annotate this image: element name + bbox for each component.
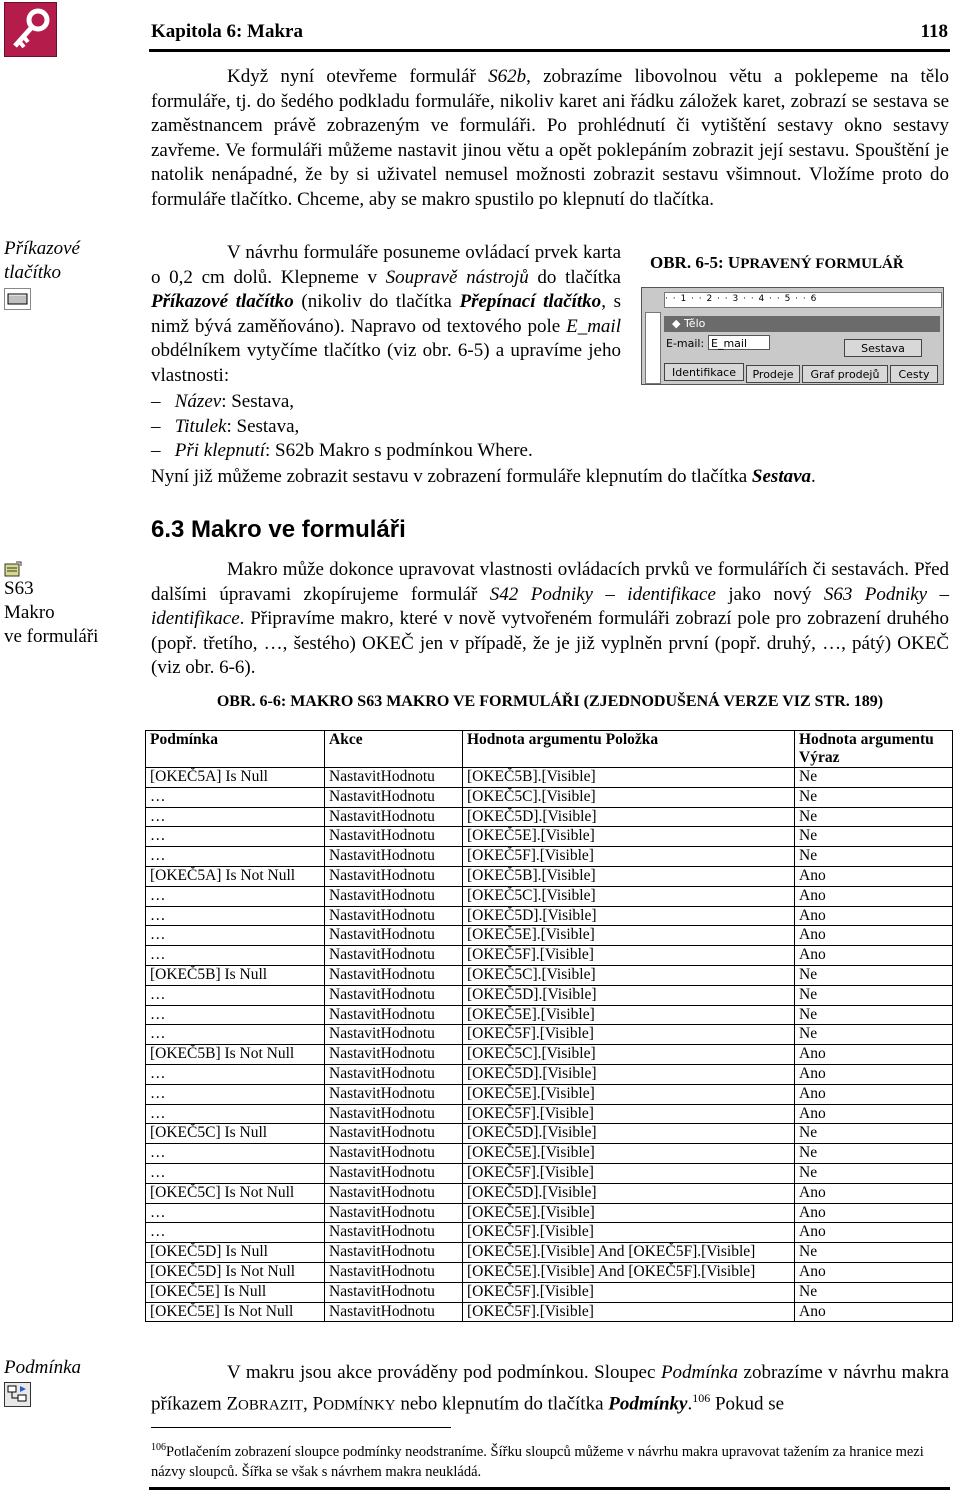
table-cell: Ne: [795, 1163, 953, 1183]
table-cell: Ano: [795, 1262, 953, 1282]
table-cell: [OKEČ5E].[Visible]: [463, 1005, 795, 1025]
table-cell: [OKEČ5A] Is Null: [146, 768, 325, 788]
table-cell: …: [146, 807, 325, 827]
table-cell: [OKEČ5D].[Visible]: [463, 1064, 795, 1084]
table-cell: [OKEČ5B].[Visible]: [463, 768, 795, 788]
paragraph-5: V makru jsou akce prováděny pod podmínkou. Sloupec Podmínka zobrazíme v návrhu makra příkazem ZOBRAZIT, PODMÍNKY nebo klepnutím do tlačítka Podmínky.$^{106}$ Pokud se: [151, 1362, 949, 1414]
table-cell: Ano: [795, 886, 953, 906]
table-row: [146, 965, 953, 985]
table-cell: [OKEČ5F].[Visible]: [463, 847, 795, 867]
paragraph-3: Nyní již můžeme zobrazit sestavu v zobrazení formuláře klepnutím do tlačítka Sestava.: [151, 466, 816, 487]
table-cell: Ne: [795, 768, 953, 788]
table-row: [146, 1183, 953, 1203]
table-cell: NastavitHodnotu: [325, 946, 463, 966]
table-row: [146, 1262, 953, 1282]
macro-table: [145, 730, 953, 1322]
table-cell: Ne: [795, 985, 953, 1005]
table-row: [146, 886, 953, 906]
property-list: [151, 390, 949, 464]
table-cell: …: [146, 886, 325, 906]
col-header: Akce: [325, 731, 463, 768]
table-cell: …: [146, 946, 325, 966]
table-cell: …: [146, 1144, 325, 1164]
table-cell: Ne: [795, 807, 953, 827]
table-cell: Ano: [795, 926, 953, 946]
figure-6-5-caption: OBR. 6-5: UPRAVENÝ FORMULÁŘ: [650, 253, 904, 272]
cesty-tab: Cesty: [890, 365, 938, 383]
table-cell: …: [146, 1005, 325, 1025]
col-header: Hodnota argumentu Výraz: [795, 731, 953, 768]
table-row: [146, 1084, 953, 1104]
table-cell: Ano: [795, 1203, 953, 1223]
col-header: Hodnota argumentu Položka: [463, 731, 795, 768]
table-cell: …: [146, 1163, 325, 1183]
paragraph-1: Když nyní otevřeme formulář S62b, zobrazíme libovolnou větu a poklepeme na tělo formuláře, tj. do šedého podkladu formuláře, nikoliv karet ani řádku záložek karet, zobrazí se sestava se zaměstnancem právě zobrazeným ve formuláři. Po prohlédnutí či vytištění sestavy okno sestavy zavřeme. Ve formuláři můžeme nastavit jinou větu a opět poklepáním zobrazit její sestavu. Spouštění je natolik nenápadné, že by si uživatel nemusel možnosti zobrazit sestavu všimnout. Vložíme proto do formuláře tlačítko. Chceme, aby se makro spustilo po klepnutí do tlačítka.: [151, 66, 949, 210]
table-cell: Ano: [795, 906, 953, 926]
table-cell: NastavitHodnotu: [325, 1045, 463, 1065]
table-cell: …: [146, 1104, 325, 1124]
table-cell: [OKEČ5B].[Visible]: [463, 866, 795, 886]
table-row: [146, 807, 953, 827]
table-cell: Ne: [795, 787, 953, 807]
table-cell: [OKEČ5F].[Visible]: [463, 946, 795, 966]
table-cell: …: [146, 1084, 325, 1104]
table-cell: Ne: [795, 1124, 953, 1144]
table-cell: NastavitHodnotu: [325, 847, 463, 867]
table-cell: NastavitHodnotu: [325, 866, 463, 886]
table-cell: NastavitHodnotu: [325, 768, 463, 788]
table-cell: NastavitHodnotu: [325, 787, 463, 807]
property-item: – Titulek: Sestava,: [151, 415, 300, 437]
table-cell: [OKEČ5F].[Visible]: [463, 1025, 795, 1045]
table-cell: NastavitHodnotu: [325, 886, 463, 906]
chapter-title: Kapitola 6: Makra: [151, 21, 303, 42]
table-cell: …: [146, 787, 325, 807]
table-cell: NastavitHodnotu: [325, 1005, 463, 1025]
table-cell: [OKEČ5C].[Visible]: [463, 1045, 795, 1065]
table-cell: NastavitHodnotu: [325, 1282, 463, 1302]
email-field: E_mail: [708, 335, 770, 350]
graf-prodeju-tab: Graf prodejů: [802, 365, 888, 383]
table-cell: NastavitHodnotu: [325, 807, 463, 827]
table-cell: …: [146, 1064, 325, 1084]
property-item: – Název: Sestava,: [151, 391, 295, 412]
table-cell: NastavitHodnotu: [325, 1262, 463, 1282]
table-cell: Ne: [795, 1005, 953, 1025]
table-cell: …: [146, 906, 325, 926]
table-cell: [OKEČ5D] Is Null: [146, 1243, 325, 1263]
table-row: [146, 1203, 953, 1223]
table-cell: Ano: [795, 1302, 953, 1322]
page-number: 118: [920, 21, 948, 42]
table-cell: [OKEČ5F].[Visible]: [463, 1223, 795, 1243]
table-row: [146, 946, 953, 966]
footnote: $^{106}$Potlačením zobrazení sloupce podmínky neodstraníme. Šířku sloupců můžeme v návrhu makra upravovat tažením za hranice mezi názvy sloupců. Šířka se však s návrhem makra neukládá.: [151, 1442, 924, 1480]
table-cell: [OKEČ5F].[Visible]: [463, 1282, 795, 1302]
table-cell: [OKEČ5D].[Visible]: [463, 1183, 795, 1203]
table-cell: [OKEČ5D].[Visible]: [463, 807, 795, 827]
table-cell: NastavitHodnotu: [325, 1144, 463, 1164]
table-cell: …: [146, 1203, 325, 1223]
table-cell: NastavitHodnotu: [325, 965, 463, 985]
table-cell: [OKEČ5E].[Visible] And [OKEČ5F].[Visible]: [463, 1262, 795, 1282]
table-cell: [OKEČ5B] Is Not Null: [146, 1045, 325, 1065]
table-cell: [OKEČ5E] Is Null: [146, 1282, 325, 1302]
table-row: [146, 906, 953, 926]
table-cell: Ano: [795, 1104, 953, 1124]
table-row: [146, 926, 953, 946]
table-cell: [OKEČ5C] Is Not Null: [146, 1183, 325, 1203]
footnote-rule: [151, 1427, 451, 1428]
table-cell: Ne: [795, 1243, 953, 1263]
table-cell: …: [146, 827, 325, 847]
table-cell: Ano: [795, 1084, 953, 1104]
table-cell: [OKEČ5C].[Visible]: [463, 886, 795, 906]
table-cell: [OKEČ5C].[Visible]: [463, 965, 795, 985]
table-cell: Ano: [795, 1045, 953, 1065]
table-cell: Ne: [795, 847, 953, 867]
table-cell: Ano: [795, 1064, 953, 1084]
margin-note-s63: S63 Makro ve formuláři: [4, 578, 99, 647]
table-row: [146, 1104, 953, 1124]
table-cell: NastavitHodnotu: [325, 1163, 463, 1183]
table-row: [146, 847, 953, 867]
table-cell: [OKEČ5D] Is Not Null: [146, 1262, 325, 1282]
identifikace-tab: Identifikace: [664, 363, 744, 381]
table-row: [146, 866, 953, 886]
vertical-ruler: [645, 312, 661, 384]
table-cell: Ano: [795, 1183, 953, 1203]
table-cell: [OKEČ5A] Is Not Null: [146, 866, 325, 886]
table-cell: NastavitHodnotu: [325, 1243, 463, 1263]
table-row: [146, 1163, 953, 1183]
table-cell: [OKEČ5E].[Visible]: [463, 1084, 795, 1104]
table-row: [146, 1243, 953, 1263]
table-cell: NastavitHodnotu: [325, 985, 463, 1005]
section-heading: 6.3 Makro ve formuláři: [151, 516, 406, 543]
table-row: [146, 1144, 953, 1164]
table-cell: Ne: [795, 1282, 953, 1302]
table-cell: Ne: [795, 1144, 953, 1164]
table-row: [146, 1124, 953, 1144]
table-cell: [OKEČ5D].[Visible]: [463, 985, 795, 1005]
app-logo-key-icon: [4, 2, 57, 57]
table-cell: NastavitHodnotu: [325, 1064, 463, 1084]
table-row: [146, 1045, 953, 1065]
table-cell: Ano: [795, 1223, 953, 1243]
table-cell: NastavitHodnotu: [325, 827, 463, 847]
table-cell: NastavitHodnotu: [325, 1302, 463, 1322]
sestava-button: Sestava: [844, 339, 922, 357]
table-row: [146, 1025, 953, 1045]
table-cell: [OKEČ5F].[Visible]: [463, 1302, 795, 1322]
table-cell: Ano: [795, 946, 953, 966]
table-cell: NastavitHodnotu: [325, 1203, 463, 1223]
table-cell: NastavitHodnotu: [325, 1223, 463, 1243]
email-label: E-mail:: [666, 337, 705, 350]
margin-note-condition: Podmínka: [4, 1357, 82, 1378]
table-cell: NastavitHodnotu: [325, 926, 463, 946]
table-cell: [OKEČ5D].[Visible]: [463, 1124, 795, 1144]
table-row: [146, 1223, 953, 1243]
paragraph-4: Makro může dokonce upravovat vlastnosti ovládacích prvků ve formulářích či sestavách. Před dalšími úpravami zkopírujeme formulář S42 Podniky – identifikace jako nový S63 Podniky – identifikace. Připravíme makro, které v nově vytvořeném formuláři zobrazí pole pro zobrazení druhého (popř. třetího, …, šestého) OKEČ jen v případě, že je již vyplněn první (popř. druhý, …, pátý) OKEČ (viz obr. 6-6).: [151, 559, 949, 678]
table-cell: [OKEČ5E].[Visible] And [OKEČ5F].[Visible]: [463, 1243, 795, 1263]
table-cell: NastavitHodnotu: [325, 1124, 463, 1144]
table-cell: NastavitHodnotu: [325, 1183, 463, 1203]
table-cell: Ano: [795, 866, 953, 886]
col-header: Podmínka: [146, 731, 325, 768]
paragraph-2: V návrhu formuláře posuneme ovládací prvek karta o 0,2 cm dolů. Klepneme v Soupravě nástrojů do tlačítka Příkazové tlačítko (nikoliv do tlačítka Přepínací tlačítko, s nimž bývá zaměňováno). Napravo od textového pole E_mail obdélníkem vytyčíme tlačítko (viz obr. 6-5) a upravíme jeho vlastnosti:: [151, 242, 621, 386]
footer-rule: [149, 1487, 950, 1490]
table-cell: …: [146, 1025, 325, 1045]
table-cell: …: [146, 847, 325, 867]
table-row: [146, 985, 953, 1005]
table-cell: …: [146, 926, 325, 946]
table-cell: [OKEČ5E].[Visible]: [463, 1203, 795, 1223]
detail-band: ◆ Tělo: [664, 316, 940, 332]
table-cell: [OKEČ5D].[Visible]: [463, 906, 795, 926]
table-cell: NastavitHodnotu: [325, 1104, 463, 1124]
table-cell: NastavitHodnotu: [325, 1025, 463, 1045]
figure-6-5-form-design: [641, 287, 944, 385]
table-cell: [OKEČ5F].[Visible]: [463, 1104, 795, 1124]
table-cell: [OKEČ5E] Is Not Null: [146, 1302, 325, 1322]
table-row: [146, 1064, 953, 1084]
prodeje-tab: Prodeje: [746, 365, 800, 383]
table-cell: [OKEČ5C].[Visible]: [463, 787, 795, 807]
table-row: [146, 768, 953, 788]
table-row: [146, 1302, 953, 1322]
table-cell: [OKEČ5E].[Visible]: [463, 1144, 795, 1164]
table-cell: [OKEČ5B] Is Null: [146, 965, 325, 985]
margin-note-command-button: Příkazové tlačítko: [4, 238, 80, 283]
table-cell: …: [146, 985, 325, 1005]
table-cell: Ne: [795, 965, 953, 985]
table-cell: Ne: [795, 1025, 953, 1045]
table-row: [146, 1005, 953, 1025]
figure-6-6-caption: OBR. 6-6: MAKRO S63 MAKRO VE FORMULÁŘI (ZJEDNODUŠENÁ VERZE VIZ STR. 189): [216, 693, 884, 710]
table-cell: Ne: [795, 827, 953, 847]
table-cell: …: [146, 1223, 325, 1243]
table-cell: NastavitHodnotu: [325, 906, 463, 926]
property-item: – Při klepnutí: S62b Makro s podmínkou Where.: [151, 440, 533, 461]
command-button-icon: [4, 288, 31, 315]
table-cell: [OKEČ5C] Is Null: [146, 1124, 325, 1144]
table-cell: [OKEČ5F].[Visible]: [463, 1163, 795, 1183]
table-cell: NastavitHodnotu: [325, 1084, 463, 1104]
table-cell: [OKEČ5E].[Visible]: [463, 926, 795, 946]
table-cell: [OKEČ5E].[Visible]: [463, 827, 795, 847]
horizontal-ruler: · · 1 · · 2 · · 3 · · 4 · · 5 · · 6: [664, 292, 942, 308]
table-row: [146, 1282, 953, 1302]
table-row: [146, 827, 953, 847]
table-header-row: [146, 731, 953, 768]
header-rule: [149, 49, 950, 52]
conditions-icon: [4, 1382, 31, 1412]
table-row: [146, 787, 953, 807]
